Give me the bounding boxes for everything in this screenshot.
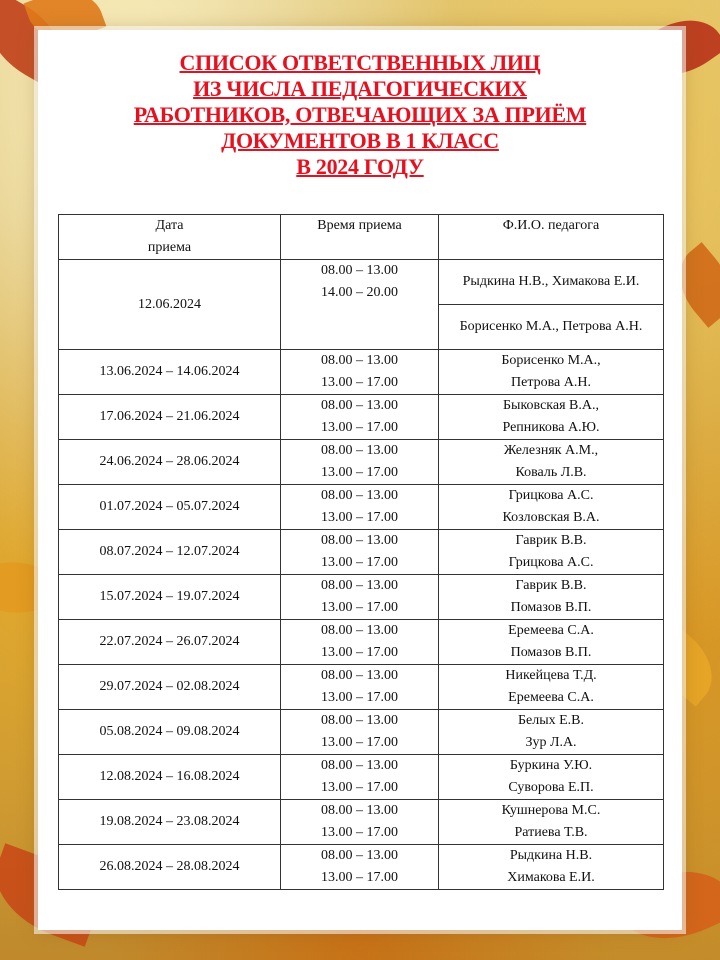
time-cell [281,575,439,620]
teacher-line: Ратиева Т.В. [514,825,588,840]
teacher-cell [439,665,664,710]
teacher-cell [439,845,664,890]
teacher-line: Помазов В.П. [510,600,592,615]
date-cell: 17.06.2024 – 21.06.2024 [59,395,281,440]
time-cell [281,620,439,665]
time-cell [281,395,439,440]
table-row [59,350,664,395]
table-row [59,260,664,305]
teacher-line: Гаврик В.В. [515,533,587,548]
title-line: В 2024 ГОДУ [296,154,424,179]
table-row [59,395,664,440]
time-line: 13.00 – 17.00 [321,735,398,750]
table-row [59,800,664,845]
teacher-cell [439,440,664,485]
time-line: 13.00 – 17.00 [321,555,398,570]
teacher-line: Грицкова А.С. [508,555,594,570]
teacher-cell [439,620,664,665]
time-line: 13.00 – 17.00 [321,600,398,615]
table-row [59,710,664,755]
date-cell: 29.07.2024 – 02.08.2024 [59,665,281,710]
time-line: 08.00 – 13.00 [321,758,398,773]
teacher-cell [439,530,664,575]
time-line: 08.00 – 13.00 [321,533,398,548]
teacher-cell: Рыдкина Н.В., Химакова Е.И. [439,260,664,305]
date-cell: 12.08.2024 – 16.08.2024 [59,755,281,800]
teacher-cell [439,575,664,620]
teacher-line: Грицкова А.С. [508,488,594,503]
page-title [38,50,682,180]
teacher-line: Буркина У.Ю. [509,758,593,773]
teacher-line: Коваль Л.В. [515,465,587,480]
time-line: 08.00 – 13.00 [321,803,398,818]
teacher-line: Никейцева Т.Д. [505,668,597,683]
time-line: 08.00 – 13.00 [321,488,398,503]
time-line: 08.00 – 13.00 [321,623,398,638]
time-line: 13.00 – 17.00 [321,780,398,795]
time-line: 08.00 – 13.00 [321,398,398,413]
table-row [59,575,664,620]
teacher-line: Рыдкина Н.В. [509,848,593,863]
time-line: 08.00 – 13.00 [321,443,398,458]
teacher-line: Еремеева С.А. [508,690,594,705]
table-row [59,440,664,485]
title-line: ДОКУМЕНТОВ В 1 КЛАСС [221,128,499,153]
time-line: 08.00 – 13.00 [321,353,398,368]
time-cell [281,485,439,530]
teacher-cell [439,755,664,800]
date-cell: 24.06.2024 – 28.06.2024 [59,440,281,485]
schedule-table [58,214,664,890]
table-row [59,845,664,890]
time-line: 13.00 – 17.00 [321,690,398,705]
time-line: 13.00 – 17.00 [321,510,398,525]
time-line: 13.00 – 17.00 [321,870,398,885]
time-line: 08.00 – 13.00 [321,848,398,863]
header-date-line: приема [147,240,192,255]
teacher-line: Кушнерова М.С. [501,803,601,818]
header-date-line: Дата [155,218,184,233]
time-cell [281,440,439,485]
time-cell [281,800,439,845]
time-cell [281,530,439,575]
teacher-line: Зур Л.А. [525,735,577,750]
teacher-line: Белых Е.В. [517,713,585,728]
teacher-line: Железняк А.М., [503,443,599,458]
teacher-line: Химакова Е.И. [507,870,595,885]
time-line: 08.00 – 13.00 [321,578,398,593]
time-cell [281,845,439,890]
teacher-line: Еремеева С.А. [508,623,594,638]
table-row [59,665,664,710]
title-line: ИЗ ЧИСЛА ПЕДАГОГИЧЕСКИХ [193,76,527,101]
time-line: 14.00 – 20.00 [321,285,398,300]
time-cell [281,710,439,755]
date-cell: 15.07.2024 – 19.07.2024 [59,575,281,620]
table-row [59,485,664,530]
time-cell [281,665,439,710]
table-row [59,620,664,665]
schedule-rows [59,350,664,890]
teacher-cell [439,710,664,755]
teacher-line: Быковская В.А., [503,398,599,413]
time-line: 13.00 – 17.00 [321,465,398,480]
date-cell: 22.07.2024 – 26.07.2024 [59,620,281,665]
teacher-line: Суворова Е.П. [508,780,594,795]
teacher-line: Гаврик В.В. [515,578,587,593]
time-line: 13.00 – 17.00 [321,645,398,660]
teacher-cell [439,800,664,845]
header-date [59,215,281,260]
teacher-cell: Борисенко М.А., Петрова А.Н. [439,305,664,350]
date-cell: 08.07.2024 – 12.07.2024 [59,530,281,575]
time-line: 08.00 – 13.00 [321,668,398,683]
title-line: РАБОТНИКОВ, ОТВЕЧАЮЩИХ ЗА ПРИЁМ [133,102,587,127]
header-teacher: Ф.И.О. педагога [439,215,664,260]
teacher-line: Козловская В.А. [502,510,600,525]
time-line: 13.00 – 17.00 [321,420,398,435]
teacher-line: Репникова А.Ю. [502,420,600,435]
time-line: 13.00 – 17.00 [321,375,398,390]
time-cell [281,350,439,395]
header-time: Время приема [281,215,439,260]
date-cell: 05.08.2024 – 09.08.2024 [59,710,281,755]
time-line: 08.00 – 13.00 [321,263,398,278]
table-row [59,530,664,575]
teacher-cell [439,485,664,530]
table-row [59,755,664,800]
time-line: 08.00 – 13.00 [321,713,398,728]
table-header-row [59,215,664,260]
date-cell: 19.08.2024 – 23.08.2024 [59,800,281,845]
teacher-cell [439,395,664,440]
teacher-cell [439,350,664,395]
date-cell: 01.07.2024 – 05.07.2024 [59,485,281,530]
teacher-line: Борисенко М.А., [501,353,601,368]
time-cell [281,755,439,800]
time-cell [281,260,439,350]
title-line: СПИСОК ОТВЕТСТВЕННЫХ ЛИЦ [179,50,541,75]
teacher-line: Петрова А.Н. [511,375,591,390]
date-cell: 13.06.2024 – 14.06.2024 [59,350,281,395]
time-line: 13.00 – 17.00 [321,825,398,840]
teacher-line: Помазов В.П. [510,645,592,660]
date-cell: 12.06.2024 [59,260,281,350]
date-cell: 26.08.2024 – 28.08.2024 [59,845,281,890]
